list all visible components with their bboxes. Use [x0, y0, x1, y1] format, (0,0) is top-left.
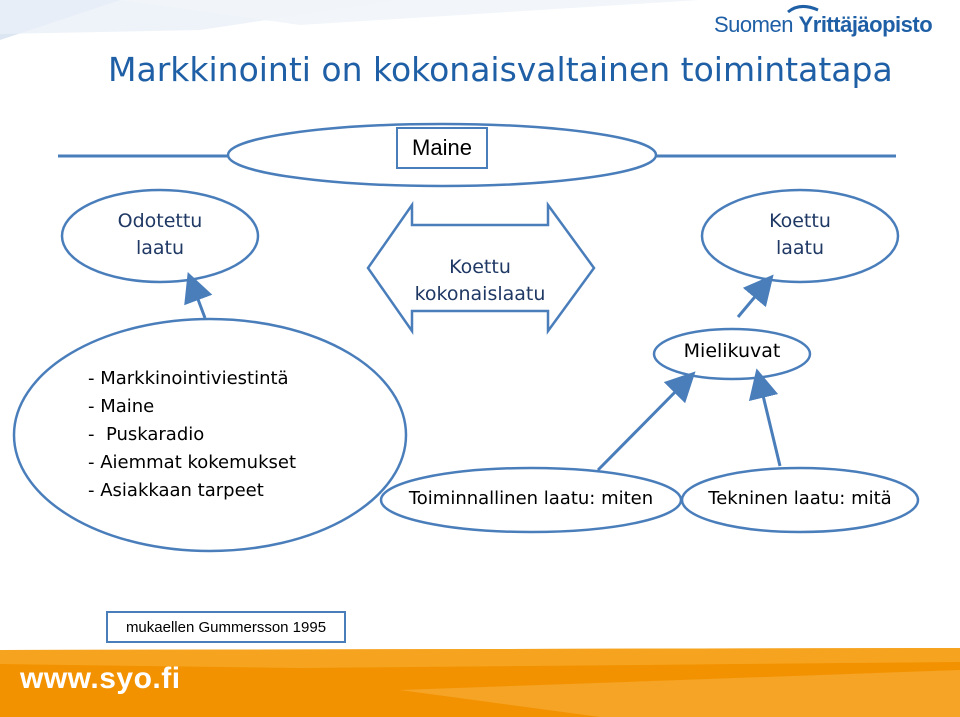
expected-quality-line1: Odotettu [117, 210, 203, 232]
factors-list [88, 365, 296, 505]
organization-logo [714, 6, 954, 46]
logo-text-1: Suomen [714, 12, 793, 37]
factor-item: - Aiemmat kokemukset [88, 452, 297, 473]
source-box [106, 611, 346, 643]
perceived-total-quality-label [390, 254, 570, 308]
perceived-quality-line2: laatu [775, 237, 825, 259]
factor-item: - Asiakkaan tarpeet [88, 480, 264, 501]
header-decoration [0, 0, 700, 40]
arrow-factors-to-expected [193, 286, 205, 318]
expected-quality-line2: laatu [135, 237, 185, 259]
reputation-label: Maine [412, 135, 472, 160]
source-text: mukaellen Gummersson 1995 [125, 618, 327, 636]
factor-item: - Markkinointiviestintä [88, 368, 289, 389]
image-label: Mielikuvat [683, 340, 781, 362]
perceived-total-quality-line2: kokonaislaatu [414, 283, 546, 305]
perceived-quality-label [720, 208, 880, 262]
perceived-quality-line1: Koettu [769, 210, 831, 232]
arrow-functional-to-image [598, 382, 685, 470]
functional-quality-label: Toiminnallinen laatu: miten [408, 488, 654, 509]
perceived-total-quality-line1: Koettu [449, 256, 511, 278]
slide-title: Markkinointi on kokonaisvaltainen toimintatapa [108, 50, 893, 89]
logo-text-2: Yrittäjäopisto [798, 12, 933, 37]
footer-url[interactable]: www.syo.fi [20, 662, 181, 695]
arrow-image-to-perceived [738, 286, 764, 317]
technical-quality-label: Tekninen laatu: mitä [708, 488, 892, 509]
expected-quality-label [80, 208, 240, 262]
arrow-technical-to-image [760, 383, 780, 466]
factor-item: - Puskaradio [88, 424, 205, 445]
factor-item: - Maine [88, 396, 155, 417]
